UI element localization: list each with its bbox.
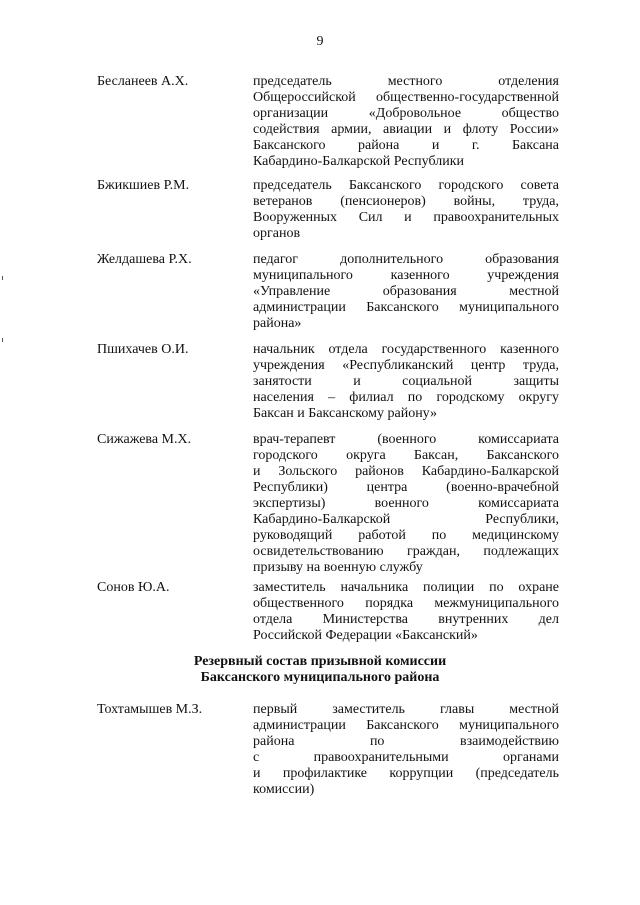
member-name: Сонов Ю.А.: [97, 580, 170, 595]
member-role-line: освидетельствованию граждан, подлежащих: [253, 544, 559, 559]
member-role-line: Баксан и Баксанскому району»: [253, 406, 438, 421]
member-role-line: Вооруженных Сил и правоохранительных: [253, 210, 559, 225]
member-role-line: учреждения «Республиканский центр труда,: [253, 358, 559, 373]
member-role-line: администрации Баксанского муниципального: [253, 718, 559, 733]
member-role-line: организации «Добровольное общество: [253, 106, 559, 121]
member-role-line: педагог дополнительного образования: [253, 252, 559, 267]
member-name: Бесланеев А.Х.: [97, 74, 189, 89]
member-role: [253, 580, 559, 644]
member-role-line: Кабардино-Балкарской Республики,: [253, 512, 559, 527]
member-role-line: района»: [253, 316, 302, 331]
member-role-line: заместитель начальника полиции по охране: [253, 580, 559, 595]
member-role-line: с правоохранительными органами: [253, 750, 559, 765]
member-role: [253, 74, 559, 170]
margin-mark: [2, 276, 3, 280]
member-role-line: комиссии): [253, 782, 315, 797]
member-role: [253, 342, 559, 422]
member-name: Пшихачев О.И.: [97, 342, 189, 357]
member-role-line: городского округа Баксан, Баксанского: [253, 448, 559, 463]
member-role-line: органов: [253, 226, 301, 241]
member-role-line: Российской Федерации «Баксанский»: [253, 628, 478, 643]
member-role-line: «Управление образования местной: [253, 284, 559, 299]
page-number: 9: [316, 34, 324, 49]
member-role-line: ветеранов (пенсионеров) войны, труда,: [253, 194, 559, 209]
member-name: Сижажева М.Х.: [97, 432, 192, 447]
member-role-line: общественного порядка межмуниципального: [253, 596, 559, 611]
member-role-line: председатель Баксанского городского совета: [253, 178, 559, 193]
member-role-line: муниципального казенного учреждения: [253, 268, 559, 283]
member-role-line: руководящий работой по медицинскому: [253, 528, 559, 543]
reserve-title-line: Резервный состав призывной комиссии: [193, 654, 447, 669]
member-role-line: населения – филиал по городскому округу: [253, 390, 559, 405]
member-role-line: отдела Министерства внутренних дел: [253, 612, 559, 627]
member-role-line: председатель местного отделения: [253, 74, 559, 89]
member-name: Бжикшиев Р.М.: [97, 178, 190, 193]
member-role-line: первый заместитель главы местной: [253, 702, 559, 717]
member-role-line: начальник отдела государственного казенного: [253, 342, 559, 357]
margin-mark: [2, 338, 3, 342]
member-role-line: занятости и социальной защиты: [253, 374, 559, 389]
reserve-section-title: [0, 654, 640, 686]
member-role-line: содействия армии, авиации и флоту России»: [253, 122, 559, 137]
member-role-line: Республики) центра (военно-врачебной: [253, 480, 559, 495]
member-role-line: и профилактике коррупции (председатель: [253, 766, 559, 781]
member-name: Тохтамышев М.З.: [97, 702, 203, 717]
member-role-line: экспертизы) военного комиссариата: [253, 496, 559, 511]
member-role-line: администрации Баксанского муниципального: [253, 300, 559, 315]
member-role: [253, 252, 559, 332]
member-role-line: и Зольского районов Кабардино-Балкарской: [253, 464, 559, 479]
member-role-line: Кабардино-Балкарской Республики: [253, 154, 464, 169]
member-role: [253, 702, 559, 798]
member-role-line: призыву на военную службу: [253, 560, 423, 575]
member-role-line: врач-терапевт (военного комиссариата: [253, 432, 559, 447]
member-name: Желдашева Р.Х.: [97, 252, 192, 267]
reserve-title-line: Баксанского муниципального района: [200, 670, 440, 685]
member-role-line: Общероссийской общественно-государственной: [253, 90, 559, 105]
member-role-line: Баксанского района и г. Баксана: [253, 138, 559, 153]
member-role: [253, 178, 559, 242]
member-role: [253, 432, 559, 576]
member-role-line: района по взаимодействию: [253, 734, 559, 749]
